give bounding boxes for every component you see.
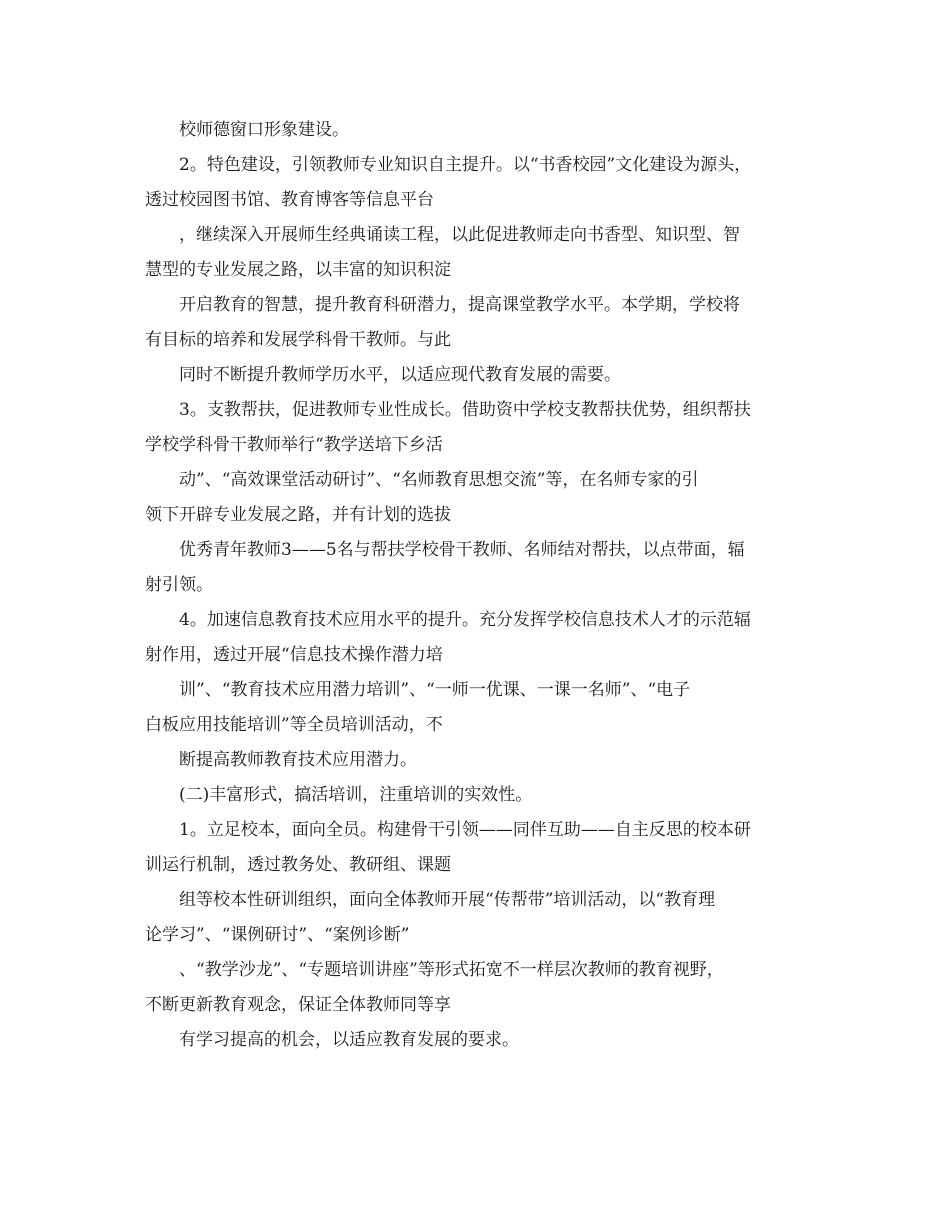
text-line: 学校学科骨干教师举行“教学送培下乡活 [145,435,443,455]
text-line: 4。加速信息教育技术应用水平的提升。充分发挥学校信息技术人才的示范辐 [179,610,751,630]
text-line: 训”、“教育技术应用潜力培训”、“一师一优课、一课一名师”、“电子 [179,680,691,700]
text-line: 慧型的专业发展之路，以丰富的知识积淀 [145,260,451,280]
text-line: 2。特色建设，引领教师专业知识自主提升。以“书香校园”文化建设为源头， [179,155,752,175]
document-body [145,113,825,1058]
text-line: 训运行机制，透过教务处、教研组、课题 [145,855,451,875]
text-line: 开启教育的智慧，提升教育科研潜力，提高课堂教学水平。本学期，学校将 [179,295,740,315]
text-line: 3。支教帮扶，促进教师专业性成长。借助资中学校支教帮扶优势，组织帮扶 [179,400,751,420]
text-line: 动”、“高效课堂活动研讨”、“名师教育思想交流”等，在名师专家的引 [179,470,699,490]
section-heading: (二)丰富形式，搞活培训，注重培训的实效性。 [179,785,533,805]
text-line: 透过校园图书馆、教育博客等信息平台 [145,190,434,210]
text-line: 断提高教师教育技术应用潜力。 [179,750,417,770]
text-line: 优秀青年教师3——5名与帮扶学校骨干教师、名师结对帮扶，以点带面，辐 [179,540,745,560]
text-line: 1。立足校本，面向全员。构建骨干引领——同伴互助——自主反思的校本研 [179,820,751,840]
text-line: 组等校本性研训组织，面向全体教师开展“传帮带”培训活动，以“教育理 [179,890,716,910]
text-line: 有学习提高的机会，以适应教育发展的要求。 [179,1030,519,1050]
text-line: 校师德窗口形象建设。 [179,120,349,140]
text-line: 白板应用技能培训”等全员培训活动，不 [145,715,443,735]
text-line: 论学习”、“课例研讨”、“案例诊断” [145,925,410,945]
text-line: 射作用，透过开展“信息技术操作潜力培 [145,645,443,665]
text-line: 不断更新教育观念，保证全体教师同等享 [145,995,451,1015]
text-line: 、“教学沙龙”、“专题培训讲座”等形式拓宽不一样层次教师的教育视野， [179,960,724,980]
text-line: 领下开辟专业发展之路，并有计划的选拔 [145,505,451,525]
text-line: 同时不断提升教师学历水平，以适应现代教育发展的需要。 [179,365,621,385]
text-line: 有目标的培养和发展学科骨干教师。与此 [145,330,451,350]
text-line: 射引领。 [145,575,213,595]
text-line: ，继续深入开展师生经典诵读工程，以此促进教师走向书香型、知识型、智 [179,225,740,245]
